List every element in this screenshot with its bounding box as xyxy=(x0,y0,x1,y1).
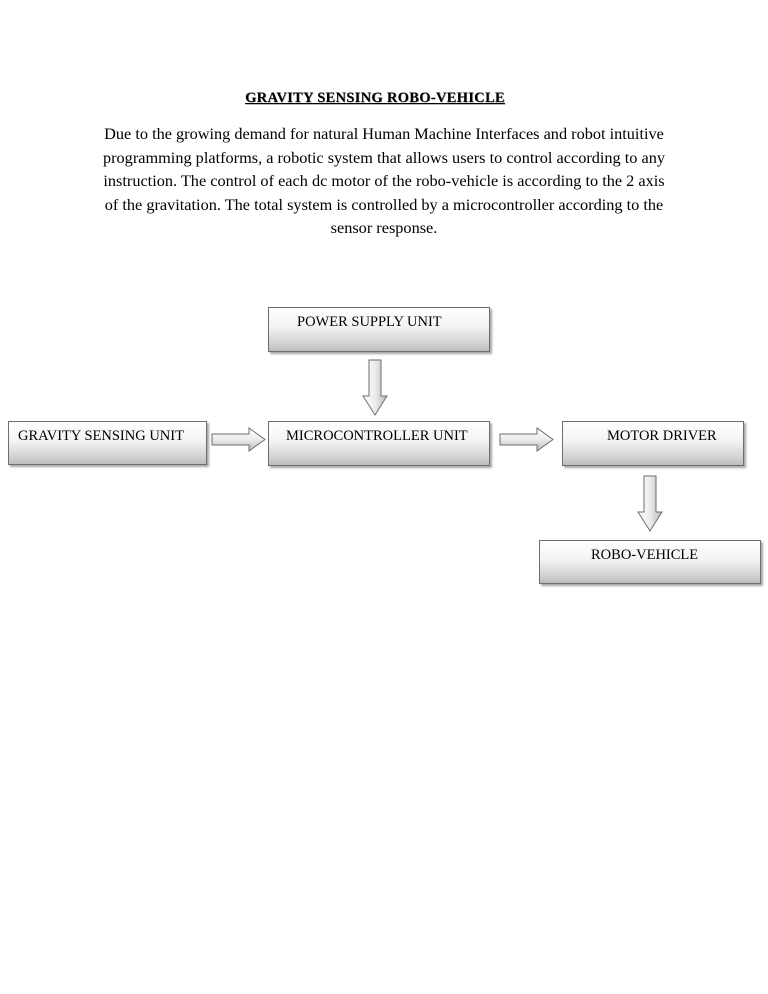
microcontroller-unit-label: MICROCONTROLLER UNIT xyxy=(286,428,468,444)
document-title: GRAVITY SENSING ROBO-VEHICLE xyxy=(245,90,505,106)
motor-driver-label: MOTOR DRIVER xyxy=(607,428,717,444)
robo-vehicle-label: ROBO-VEHICLE xyxy=(591,547,699,563)
arrow-motor-driver-to-robo-vehicle xyxy=(637,476,663,532)
document-description: Due to the growing demand for natural Human Machine Interfaces and robot intuitive programming platforms, a robotic system that allows users to control according to any instruction. The control of each dc motor of the robo-vehicle is according to the 2 axis of the gravitation. The total system is controlled by a microcontroller according to the sensor response. xyxy=(102,124,666,237)
motor-driver-box xyxy=(562,421,744,466)
power-supply-unit-box xyxy=(268,307,490,352)
arrow-gravity-to-microcontroller xyxy=(212,428,266,452)
gravity-sensing-unit-label: GRAVITY SENSING UNIT xyxy=(18,428,184,444)
arrow-microcontroller-to-motor-driver xyxy=(500,428,554,452)
arrow-power-to-microcontroller xyxy=(362,360,388,416)
microcontroller-unit-box xyxy=(268,421,490,466)
robo-vehicle-box xyxy=(539,540,761,584)
power-supply-unit-label: POWER SUPPLY UNIT xyxy=(297,314,442,330)
gravity-sensing-unit-box xyxy=(8,421,207,465)
